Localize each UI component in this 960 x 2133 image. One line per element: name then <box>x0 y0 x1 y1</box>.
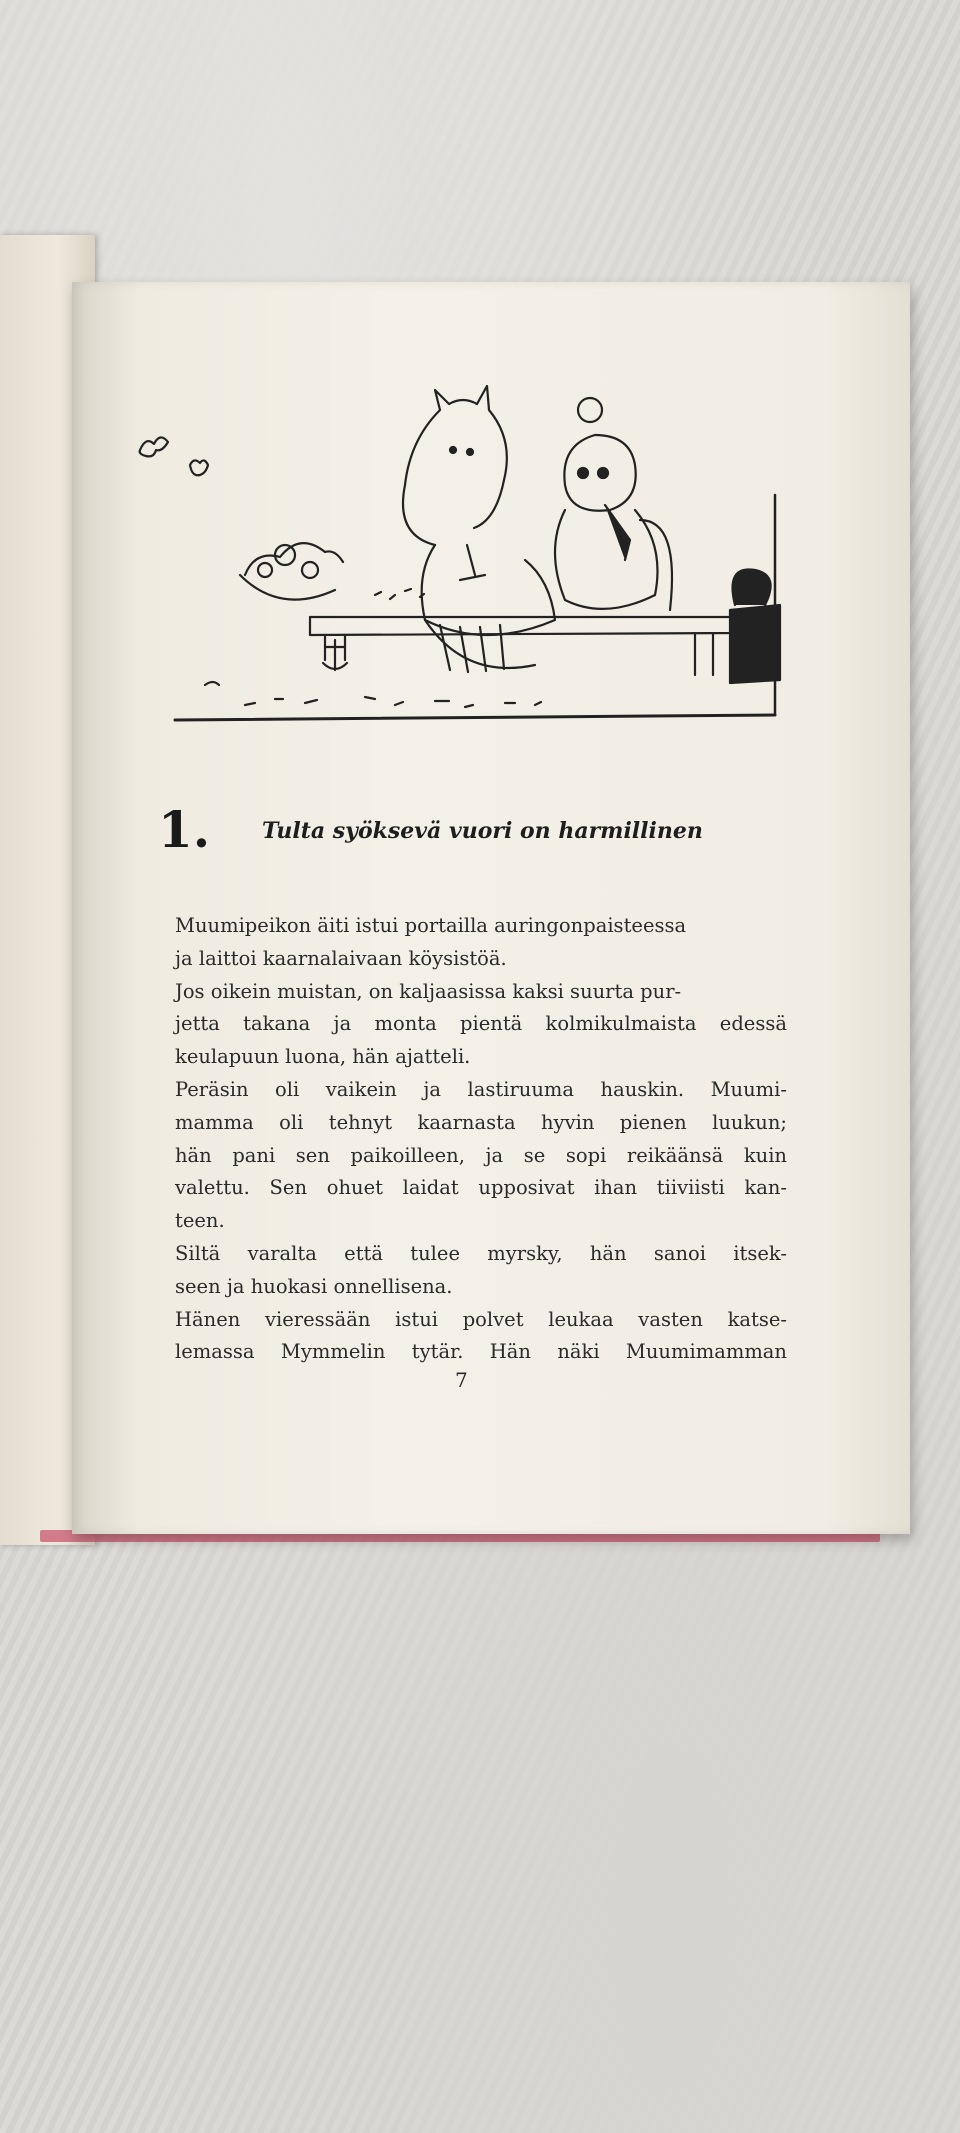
butterfly-1 <box>140 437 168 456</box>
body-line: Jos oikein muistan, on kaljaasissa kaksi suurta pur- <box>175 979 682 1003</box>
body-line: mamma oli tehnyt kaarnasta hyvin pienen luukun; <box>175 1110 787 1134</box>
body-line: Peräsin oli vaikein ja lastiruuma hauskin. Muumi- <box>175 1077 787 1101</box>
body-line: hän pani sen paikoilleen, ja se sopi reikäänsä kuin <box>175 1143 787 1167</box>
bench <box>310 617 735 635</box>
body-line: Hänen vieressään istui polvet leukaa vasten katse- <box>175 1307 787 1331</box>
chapter-number: 1. <box>158 800 211 859</box>
chapter-title: Tulta syöksevä vuori on harmillinen <box>262 818 703 844</box>
body-line: Siltä varalta että tulee myrsky, hän sanoi itsek- <box>175 1241 787 1265</box>
anchor-icon <box>323 640 347 670</box>
body-line: teen. <box>175 1209 225 1233</box>
ground-line <box>175 715 775 720</box>
body-line: Muumipeikon äiti istui portailla auringonpaisteessa <box>175 914 687 937</box>
body-line: valettu. Sen ohuet laidat upposivat ihan tiiviisti kan- <box>175 1176 787 1200</box>
body-line: seen ja huokasi onnellisena. <box>175 1274 453 1298</box>
page-number: 7 <box>455 1368 468 1392</box>
butterfly-2 <box>190 460 208 475</box>
body-line: jetta takana ja monta pientä kolmikulmaista edessä <box>175 1012 787 1036</box>
body-line: ja laittoi kaarnalaivaan köysistöä. <box>175 946 507 970</box>
body-line: lemassa Mymmelin tytär. Hän näki Muumimamman <box>175 1340 787 1364</box>
moomin-mama <box>403 386 507 545</box>
basket <box>240 543 343 600</box>
body-text <box>175 910 787 1369</box>
bag <box>730 569 780 683</box>
chapter-heading <box>158 800 808 860</box>
moomin-illustration <box>135 385 785 725</box>
body-line: keulapuun luona, hän ajatteli. <box>175 1045 471 1069</box>
